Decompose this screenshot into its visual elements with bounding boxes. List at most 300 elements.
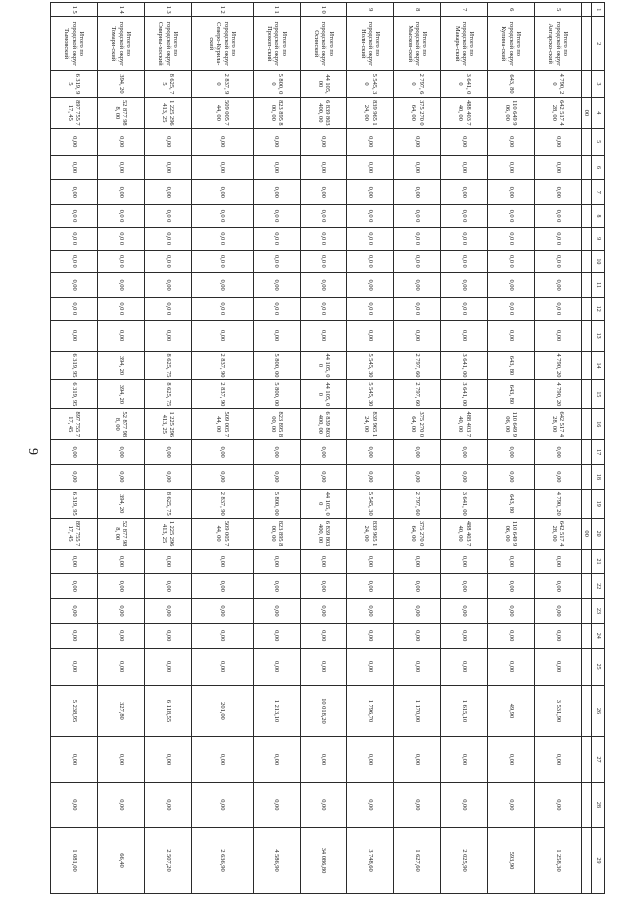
table-cell: 0,0 0 [97, 227, 144, 250]
table-cell: 2 797, 60 [394, 71, 441, 98]
table-cell: 0,00 [144, 737, 191, 782]
table-cell: 10 018,20 [300, 685, 347, 737]
table-cell: 0,00 [51, 128, 98, 155]
subheader-cell: 00 [582, 97, 592, 128]
table-cell: 0,00 [97, 623, 144, 648]
table-cell: 0,0 0 [51, 250, 98, 273]
table-cell: 3 748,60 [347, 828, 394, 894]
table-cell: 488 403 740, 00 [441, 97, 488, 128]
table-cell: 509 005 744, 00 [191, 518, 253, 549]
column-header: 21 [592, 549, 605, 574]
table-cell: 0,00 [97, 180, 144, 205]
table-cell: 34 086,80 [300, 828, 347, 894]
table-cell: 0,00 [97, 128, 144, 155]
table-cell: 0,00 [441, 737, 488, 782]
table-cell: 0,00 [441, 574, 488, 599]
table-cell: 0,00 [97, 440, 144, 465]
table-row [144, 3, 191, 894]
table-cell: 0,00 [253, 782, 300, 827]
column-header: 17 [592, 440, 605, 465]
subheader-cell [582, 489, 592, 518]
municipality-name-cell: Итого по городской округ Купина-ский [488, 17, 535, 71]
table-cell: 44 105, 00 [300, 71, 347, 98]
column-header: 15 [592, 380, 605, 409]
table-cell: 0,00 [488, 155, 535, 180]
table-cell: 0,00 [300, 180, 347, 205]
table-cell: 0,00 [191, 737, 253, 782]
table-cell: 0,00 [347, 273, 394, 298]
column-header: 19 [592, 489, 605, 518]
table-cell: 0,00 [51, 648, 98, 685]
table-cell: 642 517 428, 00 [535, 97, 582, 128]
table-cell: 823 895 800, 00 [253, 97, 300, 128]
table-cell: 0,00 [535, 737, 582, 782]
table-cell: 0,00 [441, 155, 488, 180]
table-cell: 2 797, 60 [394, 351, 441, 380]
table-cell: 0,00 [394, 599, 441, 624]
table-cell: 110 649 906, 00 [488, 97, 535, 128]
table-cell: 7 [441, 3, 488, 17]
table-cell: 0,00 [300, 648, 347, 685]
table-cell: 897 755 717, 45 [51, 97, 98, 128]
table-cell: 0,00 [394, 128, 441, 155]
column-header: 3 [592, 71, 605, 98]
table-cell: 1 225 296 413, 25 [144, 97, 191, 128]
column-header: 6 [592, 155, 605, 180]
table-cell: 5 238,95 [51, 685, 98, 737]
table-cell: 0,0 0 [253, 205, 300, 228]
table-cell: 0,00 [300, 465, 347, 490]
column-header: 9 [592, 227, 605, 250]
subheader-cell [582, 3, 592, 17]
table-cell: 6 319, 95 [51, 71, 98, 98]
table-cell: 4 790, 20 [535, 489, 582, 518]
table-cell: 0,00 [394, 737, 441, 782]
table-cell: 897 755 717, 45 [51, 409, 98, 440]
table-cell: 0,00 [441, 648, 488, 685]
table-cell: 0,00 [441, 465, 488, 490]
subheader-cell [582, 648, 592, 685]
table-cell: 0,0 0 [144, 250, 191, 273]
table-cell: 0,00 [51, 320, 98, 351]
column-header: 7 [592, 180, 605, 205]
table-cell: 1 0 [300, 3, 347, 17]
table-cell: 0,00 [300, 737, 347, 782]
table-cell: 0,00 [347, 623, 394, 648]
table-cell: 0,00 [535, 320, 582, 351]
table-cell: 1 081,00 [51, 828, 98, 894]
table-cell: 3 641, 00 [441, 351, 488, 380]
table-cell: 6 319, 95 [51, 489, 98, 518]
header-row [592, 3, 605, 894]
table-cell: 0,00 [347, 180, 394, 205]
table-cell: 0,00 [300, 155, 347, 180]
column-header: 24 [592, 623, 605, 648]
table-cell: 110 649 906, 00 [488, 518, 535, 549]
table-cell: 0,00 [347, 465, 394, 490]
table-row [97, 3, 144, 894]
column-header: 18 [592, 465, 605, 490]
table-cell: 0,0 0 [191, 227, 253, 250]
table-cell: 0,00 [144, 155, 191, 180]
table-cell: 488 403 740, 00 [441, 409, 488, 440]
table-cell: 0,00 [488, 440, 535, 465]
table-cell: 0,00 [51, 549, 98, 574]
table-cell: 66,40 [97, 828, 144, 894]
table-cell: 44 105, 00 [300, 380, 347, 409]
table-cell: 0,00 [144, 273, 191, 298]
table-cell: 0,0 0 [441, 250, 488, 273]
table-cell: 0,00 [144, 128, 191, 155]
table-cell: 0,00 [97, 320, 144, 351]
table-cell: 0,00 [394, 648, 441, 685]
subheader-cell [582, 320, 592, 351]
subheader-cell [582, 250, 592, 273]
column-header: 11 [592, 273, 605, 298]
table-cell: 6 [488, 3, 535, 17]
table-cell: 0,0 0 [488, 250, 535, 273]
table-cell: 0,00 [488, 648, 535, 685]
table-cell: 0,00 [191, 180, 253, 205]
table-cell: 0,00 [97, 599, 144, 624]
municipality-name-cell: Итого по городской округ Макарь-ский [441, 17, 488, 71]
table-cell: 4 790, 20 [535, 351, 582, 380]
table-cell: 0,00 [535, 574, 582, 599]
table-cell: 0,00 [535, 155, 582, 180]
table-cell: 0,00 [253, 273, 300, 298]
table-cell: 0,00 [253, 549, 300, 574]
table-cell: 0,00 [394, 440, 441, 465]
table-cell: 0,0 0 [535, 227, 582, 250]
table-cell: 823 895 800, 00 [253, 518, 300, 549]
table-cell: 0,00 [191, 599, 253, 624]
table-cell: 0,00 [394, 549, 441, 574]
municipality-name-cell: Итого по городской округ Прокоп-ский [253, 17, 300, 71]
subheader-cell [582, 227, 592, 250]
table-cell: 0,00 [441, 180, 488, 205]
table-cell: 0,00 [300, 320, 347, 351]
table-cell: 0,0 0 [488, 297, 535, 320]
column-header: 1 [592, 3, 605, 17]
table-cell: 0,00 [51, 180, 98, 205]
table-cell: 0,00 [535, 648, 582, 685]
table-cell: 5 545, 30 [347, 380, 394, 409]
table-cell: 0,00 [535, 782, 582, 827]
table-cell: 0,00 [97, 549, 144, 574]
subheader-cell [582, 380, 592, 409]
table-cell: 0,0 0 [488, 205, 535, 228]
table-cell: 0,00 [535, 273, 582, 298]
table-cell: 643, 80 [488, 71, 535, 98]
table-cell: 0,0 0 [394, 205, 441, 228]
column-header: 22 [592, 574, 605, 599]
table-cell: 0,00 [51, 623, 98, 648]
table-cell: 0,0 0 [51, 297, 98, 320]
table-row [300, 3, 347, 894]
table-cell: 509 005 744, 00 [191, 409, 253, 440]
column-header: 10 [592, 250, 605, 273]
table-cell: 394, 20 [97, 71, 144, 98]
table-cell: 0,0 0 [253, 297, 300, 320]
table-cell: 0,0 0 [144, 205, 191, 228]
table-cell: 0,00 [535, 549, 582, 574]
column-header: 23 [592, 599, 605, 624]
table-cell: 0,0 0 [51, 227, 98, 250]
table-cell: 0,00 [191, 623, 253, 648]
table-cell: 394, 20 [97, 351, 144, 380]
table-cell: 0,00 [191, 273, 253, 298]
table-cell: 6 839 803 400, 00 [300, 97, 347, 128]
table-cell: 375 270 064, 00 [394, 409, 441, 440]
table-cell: 1 4 [97, 3, 144, 17]
table-wrapper [50, 2, 605, 894]
table-cell: 0,00 [144, 320, 191, 351]
table-cell: 839 965 124, 00 [347, 409, 394, 440]
table-cell: 8 625, 75 [144, 380, 191, 409]
subheader-cell [582, 737, 592, 782]
table-cell: 1 615,10 [441, 685, 488, 737]
table-cell: 0,00 [394, 465, 441, 490]
table-cell: 0,00 [300, 440, 347, 465]
subheader-cell: 00 [582, 518, 592, 549]
table-cell: 0,0 0 [441, 297, 488, 320]
subheader-cell [582, 782, 592, 827]
table-cell: 839 965 124, 00 [347, 97, 394, 128]
table-cell: 0,00 [253, 465, 300, 490]
table-cell: 0,00 [394, 273, 441, 298]
table-cell: 0,0 0 [535, 297, 582, 320]
table-cell: 0,0 0 [51, 205, 98, 228]
table-cell: 44 105, 00 [300, 351, 347, 380]
table-row [51, 3, 98, 894]
table-row [394, 3, 441, 894]
subheader-cell [582, 549, 592, 574]
table-cell: 5 800, 00 [253, 71, 300, 98]
table-cell: 0,0 0 [535, 205, 582, 228]
table-cell: 0,00 [253, 623, 300, 648]
table-cell: 0,00 [191, 648, 253, 685]
table-cell: 2 797, 60 [394, 489, 441, 518]
municipality-name-cell: Итого по городской округ Смирны-хоский [144, 17, 191, 71]
table-cell: 0,00 [144, 440, 191, 465]
table-cell: 0,00 [144, 180, 191, 205]
table-cell: 2 025,90 [441, 828, 488, 894]
table-cell: 0,00 [394, 574, 441, 599]
column-header: 5 [592, 128, 605, 155]
table-cell: 0,00 [441, 320, 488, 351]
table-cell: 0,00 [253, 320, 300, 351]
table-cell: 0,00 [51, 599, 98, 624]
table-cell: 0,00 [144, 648, 191, 685]
table-cell: 0,00 [394, 155, 441, 180]
table-cell: 8 [394, 3, 441, 17]
table-cell: 0,00 [191, 549, 253, 574]
column-header: 13 [592, 320, 605, 351]
table-cell: 0,00 [191, 128, 253, 155]
table-cell: 0,0 0 [144, 297, 191, 320]
table-row [191, 3, 253, 894]
table-cell: 0,0 0 [144, 227, 191, 250]
subheader-cell [582, 574, 592, 599]
table-cell: 0,00 [488, 549, 535, 574]
table-cell: 2 636,90 [191, 828, 253, 894]
subheader-cell [582, 71, 592, 98]
table-cell: 0,00 [347, 782, 394, 827]
column-header: 2 [592, 17, 605, 71]
table-cell: 839 965 124, 00 [347, 518, 394, 549]
table-cell: 0,0 0 [394, 227, 441, 250]
table-cell: 0,00 [535, 180, 582, 205]
table-cell: 1 3 [144, 3, 191, 17]
table-cell: 0,00 [535, 623, 582, 648]
table-cell: 4 790, 20 [535, 380, 582, 409]
table-cell: 0,0 0 [441, 227, 488, 250]
table-cell: 0,00 [253, 128, 300, 155]
table-cell: 1 1 [253, 3, 300, 17]
table-cell: 0,00 [441, 440, 488, 465]
table-cell: 0,00 [191, 320, 253, 351]
table-cell: 5 800, 00 [253, 380, 300, 409]
table-cell: 0,00 [97, 155, 144, 180]
column-header: 25 [592, 648, 605, 685]
subheader-cell [582, 409, 592, 440]
table-cell: 6 319, 95 [51, 380, 98, 409]
table-cell: 0,00 [97, 465, 144, 490]
table-cell: 1 225 296 413, 25 [144, 518, 191, 549]
table-cell: 0,00 [347, 128, 394, 155]
table-cell: 0,0 0 [347, 250, 394, 273]
table-row [535, 3, 582, 894]
table-cell: 2 837, 90 [191, 71, 253, 98]
table-cell: 3 641, 00 [441, 71, 488, 98]
table-cell: 0,00 [394, 782, 441, 827]
table-cell: 0,00 [97, 574, 144, 599]
table-cell: 0,00 [253, 737, 300, 782]
table-cell: 0,00 [300, 782, 347, 827]
table-cell: 394, 20 [97, 380, 144, 409]
table-cell: 0,00 [441, 623, 488, 648]
table-cell: 375 270 064, 00 [394, 518, 441, 549]
table-cell: 52 877 988, 00 [97, 518, 144, 549]
table-cell: 3 641, 00 [441, 489, 488, 518]
table-cell: 0,00 [347, 599, 394, 624]
table-cell: 0,0 0 [253, 250, 300, 273]
table-cell: 0,00 [253, 599, 300, 624]
table-cell: 0,0 0 [97, 297, 144, 320]
table-cell: 1 627,60 [394, 828, 441, 894]
table-cell: 0,00 [535, 440, 582, 465]
table-cell: 4 586,90 [253, 828, 300, 894]
table-cell: 2 837, 90 [191, 351, 253, 380]
subheader-cell [582, 440, 592, 465]
table-cell: 0,00 [144, 465, 191, 490]
subheader-cell [582, 128, 592, 155]
table-cell: 0,00 [441, 599, 488, 624]
table-cell: 1 258,30 [535, 828, 582, 894]
table-cell: 9 [347, 3, 394, 17]
municipality-name-cell: Итого по городской округ Тымовский [51, 17, 98, 71]
table-cell: 642 517 428, 00 [535, 409, 582, 440]
subheader-cell [582, 205, 592, 228]
municipality-name-cell: Итого по городской округ Осинский [300, 17, 347, 71]
column-header: 14 [592, 351, 605, 380]
table-cell: 8 625, 75 [144, 489, 191, 518]
table-cell: 0,00 [394, 623, 441, 648]
table-cell: 8 625, 75 [144, 71, 191, 98]
table-cell: 0,0 0 [300, 250, 347, 273]
table-cell: 897 755 717, 45 [51, 518, 98, 549]
table-cell: 0,00 [488, 465, 535, 490]
table-cell: 0,00 [394, 320, 441, 351]
table-cell: 5 800, 00 [253, 351, 300, 380]
table-cell: 0,00 [300, 128, 347, 155]
table-cell: 0,00 [144, 599, 191, 624]
municipality-name-cell: Итого по городской округ Ноли-ский [347, 17, 394, 71]
table-cell: 643, 80 [488, 351, 535, 380]
table-cell: 0,00 [347, 737, 394, 782]
table-cell: 6 839 803 400, 00 [300, 518, 347, 549]
table-cell: 1 170,00 [394, 685, 441, 737]
municipality-name-cell: Итого по городской округ Мысков-ский [394, 17, 441, 71]
table-cell: 0,00 [300, 574, 347, 599]
column-header: 26 [592, 685, 605, 737]
table-cell: 0,00 [191, 574, 253, 599]
table-cell: 110 649 906, 00 [488, 409, 535, 440]
table-cell: 0,00 [347, 574, 394, 599]
municipality-name-cell: Итого по городской округ Ангарско-ский [535, 17, 582, 71]
table-cell: 1 225 296 413, 25 [144, 409, 191, 440]
table-cell: 0,00 [488, 782, 535, 827]
table-cell: 0,00 [441, 128, 488, 155]
table-cell: 49,90 [488, 685, 535, 737]
subheader-cell [582, 297, 592, 320]
table-cell: 0,0 0 [97, 205, 144, 228]
table-cell: 0,00 [488, 599, 535, 624]
table-cell: 0,00 [488, 320, 535, 351]
table-cell: 0,00 [488, 737, 535, 782]
column-header: 28 [592, 782, 605, 827]
table-cell: 0,00 [488, 180, 535, 205]
table-cell: 0,00 [51, 465, 98, 490]
table-cell: 2 837, 90 [191, 489, 253, 518]
table-cell: 0,00 [394, 180, 441, 205]
table-cell: 823 895 800, 00 [253, 409, 300, 440]
rotated-table-container [50, 2, 605, 894]
column-header: 12 [592, 297, 605, 320]
table-cell: 0,00 [144, 782, 191, 827]
table-cell: 0,00 [253, 440, 300, 465]
table-cell: 0,00 [441, 273, 488, 298]
table-cell: 0,00 [441, 782, 488, 827]
table-cell: 0,0 0 [300, 297, 347, 320]
table-cell: 0,0 0 [488, 227, 535, 250]
subheader-cell [582, 351, 592, 380]
data-table [50, 2, 605, 894]
table-cell: 0,0 0 [191, 205, 253, 228]
column-header: 16 [592, 409, 605, 440]
table-cell: 6 118,55 [144, 685, 191, 737]
table-cell: 0,0 0 [191, 297, 253, 320]
table-row [347, 3, 394, 894]
subheader-cell [582, 685, 592, 737]
column-header: 27 [592, 737, 605, 782]
table-cell: 0,00 [253, 648, 300, 685]
table-cell: 8 625, 75 [144, 351, 191, 380]
table-cell: 0,00 [51, 273, 98, 298]
table-cell: 2 837, 90 [191, 380, 253, 409]
table-cell: 0,0 0 [300, 227, 347, 250]
table-cell: 0,00 [488, 128, 535, 155]
